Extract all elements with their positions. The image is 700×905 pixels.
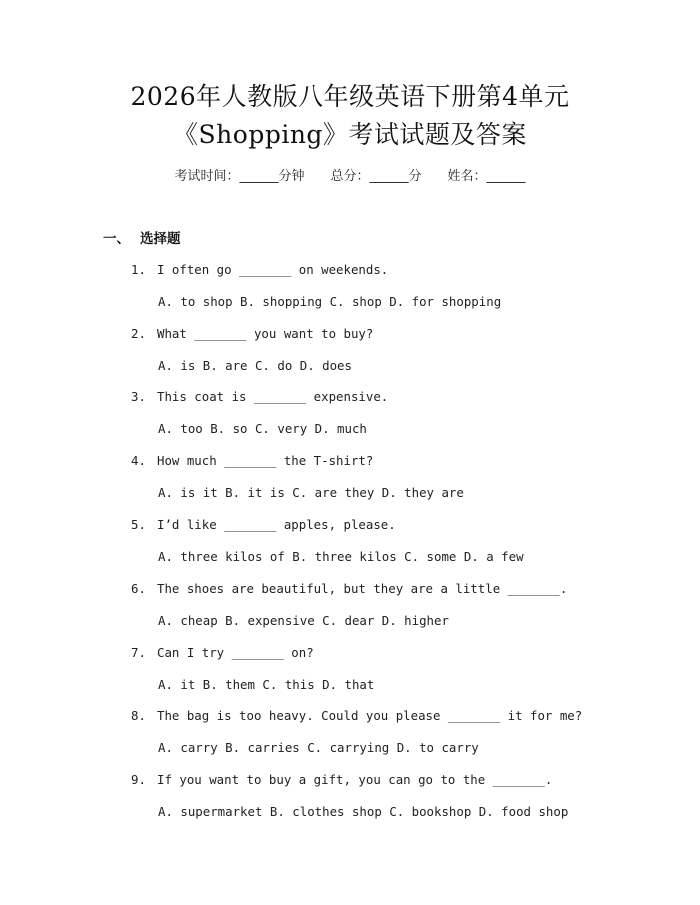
question-number: 1. — [131, 262, 146, 277]
question-options: A. cheap B. expensive C. dear D. higher — [158, 613, 449, 628]
question-stem: If you want to buy a gift, you can go to the _______. — [157, 772, 553, 787]
question-number: 2. — [131, 326, 146, 341]
page-title-line-2: 《Shopping》考试试题及答案 — [173, 120, 527, 149]
question-number: 4. — [131, 453, 146, 468]
page-title-line-1: 2026年人教版八年级英语下册第4单元 — [130, 82, 570, 111]
question-stem: The shoes are beautiful, but they are a little _______. — [157, 581, 568, 596]
student-name-field: 姓名：______ — [447, 169, 526, 184]
exam-info-line — [0, 167, 700, 187]
question-options: A. too B. so C. very D. much — [158, 421, 367, 436]
question-options: A. carry B. carries C. carrying D. to carry — [158, 740, 479, 755]
question-stem: I’d like _______ apples, please. — [157, 517, 396, 532]
question-options: A. three kilos of B. three kilos C. some D. a few — [158, 549, 524, 564]
question-options: A. supermarket B. clothes shop C. bookshop D. food shop — [158, 804, 569, 819]
question-stem: How much _______ the T-shirt? — [157, 453, 374, 468]
section-number: 一、 — [103, 231, 130, 247]
section-heading-multiple-choice — [103, 229, 181, 249]
question-stem: The bag is too heavy. Could you please _______ it for me? — [157, 708, 583, 723]
question-number: 6. — [131, 581, 146, 596]
total-score-field: 总分：______分 — [330, 169, 422, 184]
question-number: 9. — [131, 772, 146, 787]
question-stem: I often go _______ on weekends. — [157, 262, 389, 277]
question-stem: What _______ you want to buy? — [157, 326, 374, 341]
exam-time-field: 考试时间：______分钟 — [174, 169, 305, 184]
question-options: A. to shop B. shopping C. shop D. for shopping — [158, 294, 502, 309]
question-options: A. it B. them C. this D. that — [158, 677, 375, 692]
question-options: A. is B. are C. do D. does — [158, 358, 352, 373]
question-number: 7. — [131, 645, 146, 660]
question-stem: Can I try _______ on? — [157, 645, 314, 660]
section-title: 选择题 — [140, 231, 181, 247]
question-number: 5. — [131, 517, 146, 532]
question-stem: This coat is _______ expensive. — [157, 389, 389, 404]
question-number: 8. — [131, 708, 146, 723]
question-number: 3. — [131, 389, 146, 404]
question-options: A. is it B. it is C. are they D. they are — [158, 485, 464, 500]
